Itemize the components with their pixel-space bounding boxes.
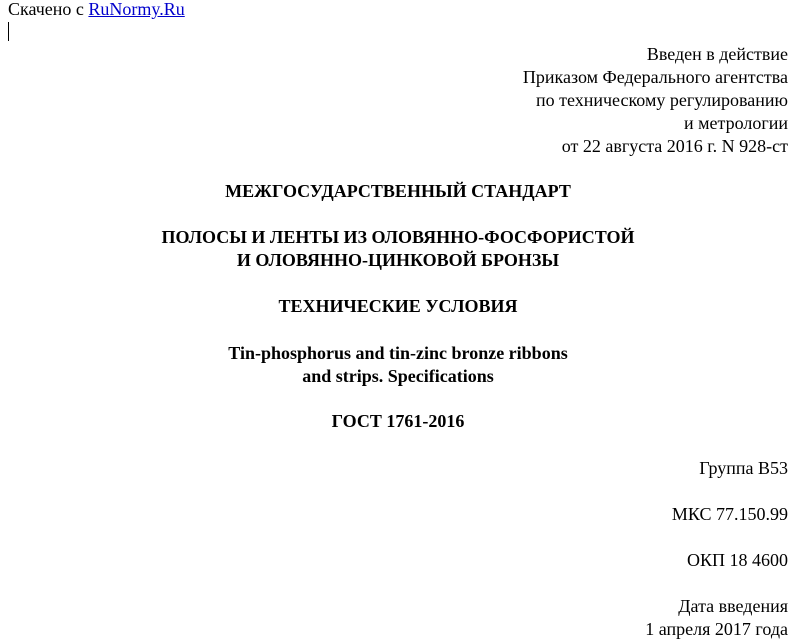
source-link[interactable]: RuNormy.Ru xyxy=(88,0,185,19)
title-en-line: and strips. Specifications xyxy=(302,366,494,386)
title-ru-line: И ОЛОВЯННО-ЦИНКОВОЙ БРОНЗЫ xyxy=(236,250,560,270)
standard-code: ГОСТ 1761-2016 xyxy=(331,411,465,431)
standard-type: МЕЖГОСУДАРСТВЕННЫЙ СТАНДАРТ xyxy=(225,181,571,201)
effective-date-block xyxy=(645,595,788,641)
mks-code: МКС 77.150.99 xyxy=(671,504,788,524)
text-cursor xyxy=(8,22,9,41)
document-title-en xyxy=(0,342,790,388)
group-code: Группа В53 xyxy=(699,458,788,478)
enactment-line: и метрологии xyxy=(684,113,788,133)
title-ru-line: ПОЛОСЫ И ЛЕНТЫ ИЗ ОЛОВЯННО-ФОСФОРИСТОЙ xyxy=(161,227,635,247)
enactment-block xyxy=(523,43,788,158)
source-line xyxy=(8,0,185,20)
okp-code: ОКП 18 4600 xyxy=(686,550,788,570)
effective-date-label: Дата введения xyxy=(678,596,788,616)
enactment-line: от 22 августа 2016 г. N 928-ст xyxy=(561,136,788,156)
document-subtitle: ТЕХНИЧЕСКИЕ УСЛОВИЯ xyxy=(278,296,518,316)
title-en-line: Tin-phosphorus and tin-zinc bronze ribbons xyxy=(228,343,568,363)
enactment-line: Приказом Федерального агентства xyxy=(522,67,788,87)
source-prefix: Скачено с xyxy=(8,0,89,19)
document-title-ru xyxy=(0,226,790,272)
enactment-line: Введен в действие xyxy=(646,44,788,64)
effective-date-value: 1 апреля 2017 года xyxy=(645,619,788,639)
enactment-line: по техническому регулированию xyxy=(535,90,788,110)
